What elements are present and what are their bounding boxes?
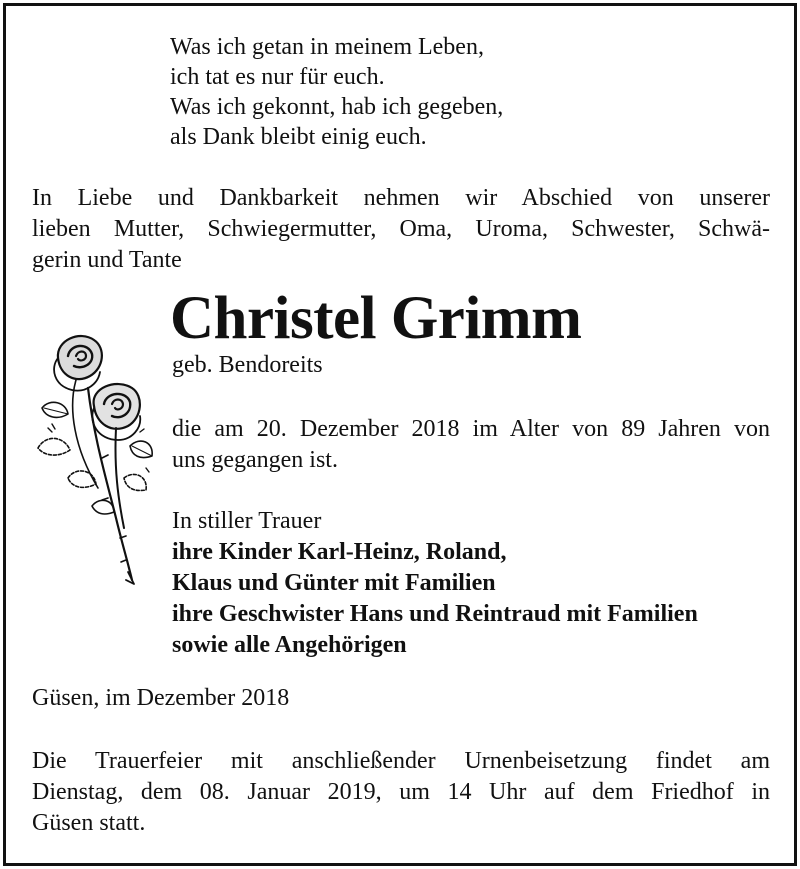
mourners-heading: In stiller Trauer xyxy=(172,508,322,534)
mourners-line: ihre Kinder Karl-Heinz, Roland, xyxy=(172,539,507,565)
death-line: uns gegangen ist. xyxy=(172,447,338,473)
poem-line: Was ich getan in meinem Leben, xyxy=(170,34,484,60)
mourners-line: sowie alle Angehörigen xyxy=(172,632,407,658)
funeral-line: Güsen statt. xyxy=(32,810,146,836)
roses-icon xyxy=(28,328,158,588)
place-date: Güsen, im Dezember 2018 xyxy=(32,685,290,711)
poem-line: als Dank bleibt einig euch. xyxy=(170,124,427,150)
death-line: die am 20. Dezember 2018 im Alter von 89 Jahren von xyxy=(172,416,770,442)
intro-line: gerin und Tante xyxy=(32,247,182,273)
maiden-name: geb. Bendoreits xyxy=(172,352,323,378)
mourners-block xyxy=(172,506,698,661)
intro-paragraph xyxy=(32,183,770,276)
death-notice xyxy=(172,414,770,476)
poem-line: ich tat es nur für euch. xyxy=(170,64,385,90)
intro-line: lieben Mutter, Schwiegermutter, Oma, Uroma, Schwester, Schwä- xyxy=(32,216,770,242)
mourners-line: Klaus und Günter mit Familien xyxy=(172,570,496,596)
funeral-line: Die Trauerfeier mit anschließender Urnenbeisetzung findet am xyxy=(32,748,770,774)
intro-line: In Liebe und Dankbarkeit nehmen wir Abschied von unserer xyxy=(32,185,770,211)
poem-line: Was ich gekonnt, hab ich gegeben, xyxy=(170,94,504,120)
funeral-line: Dienstag, dem 08. Januar 2019, um 14 Uhr auf dem Friedhof in xyxy=(32,779,770,805)
mourners-line: ihre Geschwister Hans und Reintraud mit Familien xyxy=(172,601,698,627)
poem xyxy=(170,32,503,152)
funeral-paragraph xyxy=(32,746,770,839)
deceased-name: Christel Grimm xyxy=(170,285,582,352)
